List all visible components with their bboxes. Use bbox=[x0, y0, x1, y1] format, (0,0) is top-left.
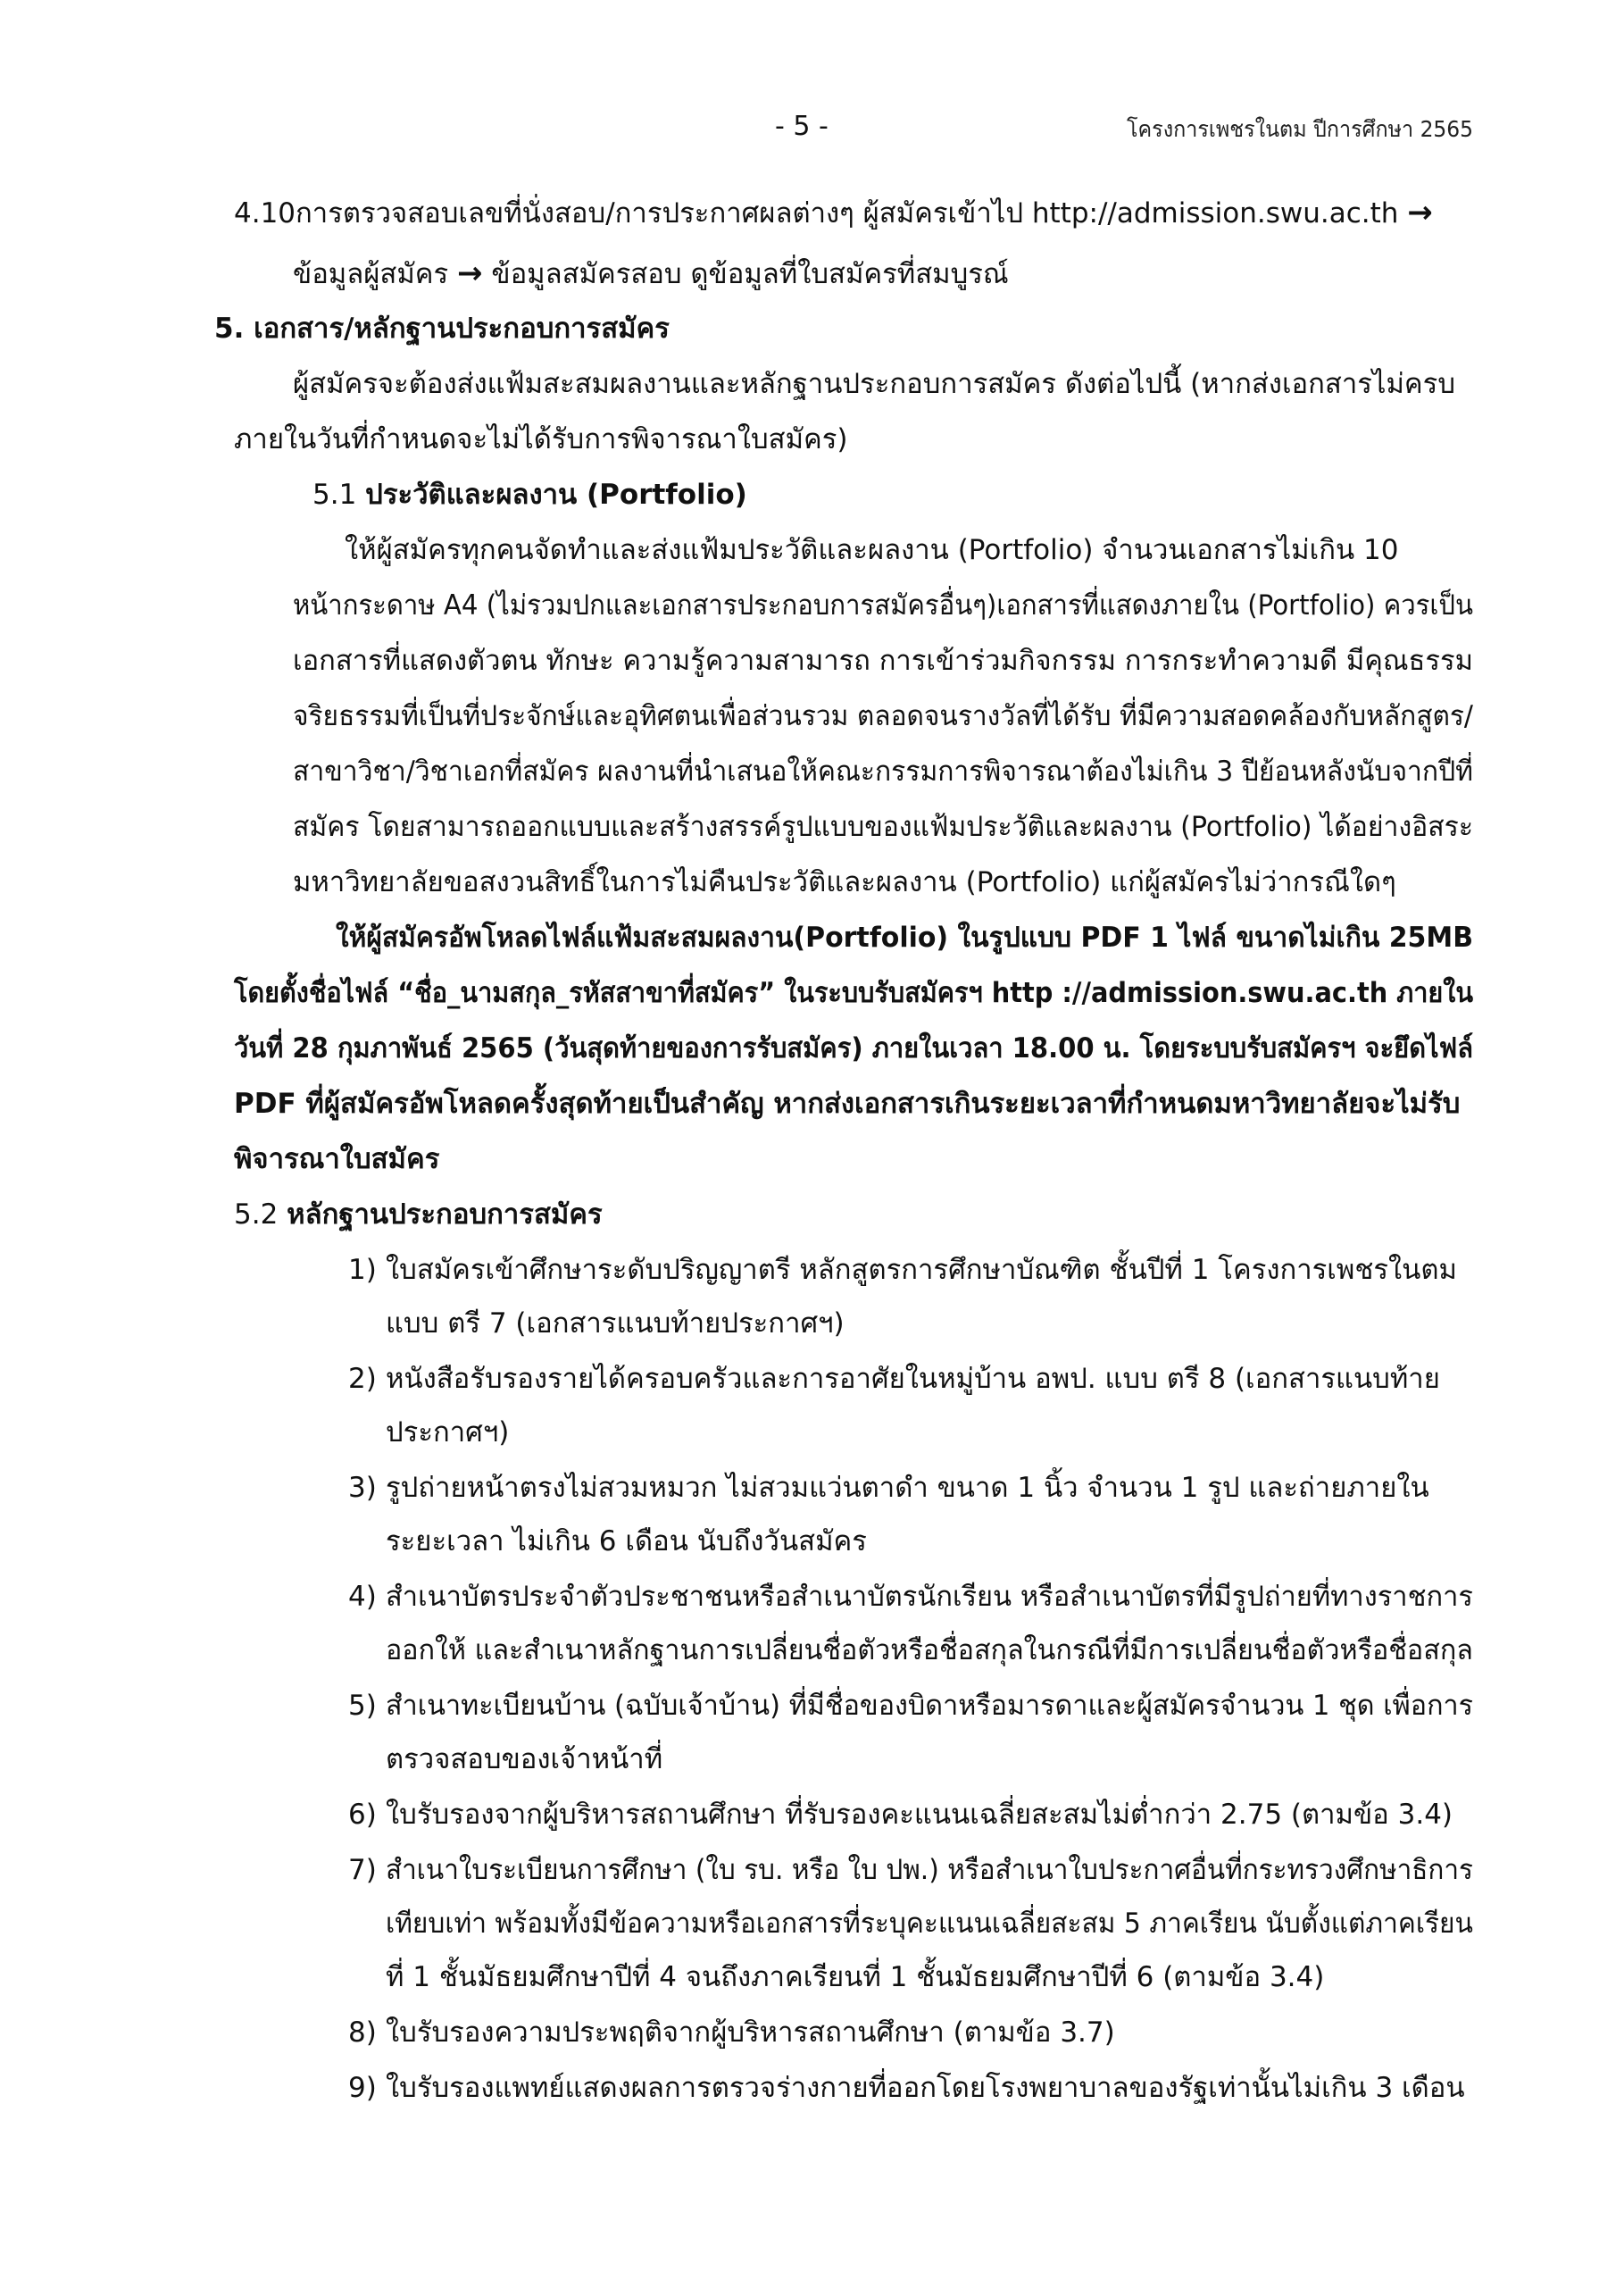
upload-instruction-line: PDF ที่ผู้สมัครอัพโหลดครั้งสุดท้ายเป็นสำคัญ หากส่งเอกสารเกินระยะเวลาที่กำหนดมหาวิทยาลัยจะไม่รับ bbox=[234, 1088, 1461, 1120]
item-4-10-line2 bbox=[293, 255, 1009, 292]
section-5-intro-line2: ภายในวันที่กำหนดจะไม่ได้รับการพิจารณาใบสมัคร) bbox=[234, 423, 848, 455]
arrow-right-icon: → bbox=[457, 255, 483, 291]
portfolio-para-line: หน้ากระดาษ A4 (ไม่รวมปกและเอกสารประกอบการสมัครอื่นๆ)เอกสารที่แสดงภายใน (Portfolio) ควรเป็น bbox=[293, 589, 1473, 622]
list-item-line: ใบรับรองความประพฤติจากผู้บริหารสถานศึกษา (ตามข้อ 3.7) bbox=[386, 2016, 1115, 2049]
list-item-line: สำเนาบัตรประจำตัวประชาชนหรือสำเนาบัตรนักเรียน หรือสำเนาบัตรที่มีรูปถ่ายที่ทางราชการ bbox=[386, 1581, 1473, 1613]
portfolio-para-line: ให้ผู้สมัครทุกคนจัดทำและส่งแฟ้มประวัติและผลงาน (Portfolio) จำนวนเอกสารไม่เกิน 10 bbox=[345, 534, 1399, 566]
portfolio-para-line: เอกสารที่แสดงตัวตน ทักษะ ความรู้ความสามารถ การเข้าร่วมกิจกรรม การกระทำความดี มีคุณธรรม bbox=[293, 645, 1474, 677]
upload-instruction-line: โดยตั้งชื่อไฟล์ “ชื่อ_นามสกุล_รหัสสาขาที่สมัคร” ในระบบรับสมัครฯ http ://admission.swu.ac.th ภายใน bbox=[234, 977, 1474, 1009]
list-item-number: 5) bbox=[348, 1690, 377, 1722]
item-4-10-part-b: ข้อมูลสมัครสอบ ดูข้อมูลที่ใบสมัครที่สมบูรณ์ bbox=[491, 258, 1009, 290]
list-item-number: 9) bbox=[348, 2072, 377, 2104]
item-4-10-number: 4.10 bbox=[234, 197, 296, 230]
item-4-10-text: การตรวจสอบเลขที่นั่งสอบ/การประกาศผลต่างๆ ผู้สมัครเข้าไป http://admission.swu.ac.th bbox=[296, 197, 1399, 230]
section-5-2-heading bbox=[234, 1197, 603, 1232]
upload-instruction-line: พิจารณาใบสมัคร bbox=[234, 1143, 440, 1175]
portfolio-para-line: จริยธรรมที่เป็นที่ประจักษ์และอุทิศตนเพื่อส่วนรวม ตลอดจนรางวัลที่ได้รับ ที่มีความสอดคล้องกับหลักสูตร/ bbox=[293, 700, 1473, 732]
list-item-number: 3) bbox=[348, 1472, 377, 1504]
list-item-number: 8) bbox=[348, 2016, 377, 2049]
list-item-line: ใบรับรองจากผู้บริหารสถานศึกษา ที่รับรองคะแนนเฉลี่ยสะสมไม่ต่ำกว่า 2.75 (ตามข้อ 3.4) bbox=[386, 1799, 1453, 1831]
section-5-heading: 5. เอกสาร/หลักฐานประกอบการสมัคร bbox=[214, 313, 670, 345]
section-5-intro-line1: ผู้สมัครจะต้องส่งแฟ้มสะสมผลงานและหลักฐานประกอบการสมัคร ดังต่อไปนี้ (หากส่งเอกสารไม่ครบ bbox=[293, 368, 1455, 400]
list-item-line: ออกให้ และสำเนาหลักฐานการเปลี่ยนชื่อตัวหรือชื่อสกุลในกรณีที่มีการเปลี่ยนชื่อตัวหรือชื่อสกุล bbox=[386, 1634, 1473, 1666]
upload-instruction-line: ให้ผู้สมัครอัพโหลดไฟล์แฟ้มสะสมผลงาน(Portfolio) ในรูปแบบ PDF 1 ไฟล์ ขนาดไม่เกิน 25MB bbox=[336, 922, 1474, 954]
list-item-line: สำเนาทะเบียนบ้าน (ฉบับเจ้าบ้าน) ที่มีชื่อของบิดาหรือมารดาและผู้สมัครจำนวน 1 ชุด เพื่อการ bbox=[386, 1690, 1474, 1722]
list-item-line: ใบสมัครเข้าศึกษาระดับปริญญาตรี หลักสูตรการศึกษาบัณฑิต ชั้นปีที่ 1 โครงการเพชรในตม bbox=[386, 1254, 1457, 1286]
list-item-line: แบบ ตรี 7 (เอกสารแนบท้ายประกาศฯ) bbox=[386, 1307, 845, 1340]
portfolio-para-line: สมัคร โดยสามารถออกแบบและสร้างสรรค์รูปแบบของแฟ้มประวัติและผลงาน (Portfolio) ได้อย่างอิสระ bbox=[293, 811, 1474, 843]
list-item-line: ระยะเวลา ไม่เกิน 6 เดือน นับถึงวันสมัคร bbox=[386, 1525, 867, 1557]
portfolio-para-line: มหาวิทยาลัยขอสงวนสิทธิ์ในการไม่คืนประวัติและผลงาน (Portfolio) แก่ผู้สมัครไม่ว่ากรณีใดๆ bbox=[293, 866, 1396, 898]
page-number: - 5 - bbox=[775, 111, 829, 142]
list-item-line: รูปถ่ายหน้าตรงไม่สวมหมวก ไม่สวมแว่นตาดำ ขนาด 1 นิ้ว จำนวน 1 รูป และถ่ายภายใน bbox=[386, 1472, 1429, 1504]
section-5-2-title: หลักฐานประกอบการสมัคร bbox=[287, 1198, 603, 1231]
item-4-10-line1 bbox=[234, 195, 1433, 231]
list-item-number: 7) bbox=[348, 1854, 377, 1886]
list-item-line: สำเนาใบระเบียนการศึกษา (ใบ รบ. หรือ ใบ ปพ.) หรือสำเนาใบประกาศอื่นที่กระทรวงศึกษาธิการ bbox=[386, 1854, 1473, 1886]
list-item-line: ที่ 1 ชั้นมัธยมศึกษาปีที่ 4 จนถึงภาคเรียนที่ 1 ชั้นมัธยมศึกษาปีที่ 6 (ตามข้อ 3.4) bbox=[386, 1961, 1325, 1993]
portfolio-para-line: สาขาวิชา/วิชาเอกที่สมัคร ผลงานที่นำเสนอให้คณะกรรมการพิจารณาต้องไม่เกิน 3 ปีย้อนหลังนับจากปีที่ bbox=[293, 756, 1473, 788]
section-5-1-heading bbox=[312, 477, 747, 513]
list-item-line: หนังสือรับรองรายได้ครอบครัวและการอาศัยในหมู่บ้าน อพป. แบบ ตรี 8 (เอกสารแนบท้าย bbox=[386, 1363, 1440, 1395]
list-item-line: ประกาศฯ) bbox=[386, 1416, 510, 1449]
section-5-1-number: 5.1 bbox=[312, 479, 357, 511]
list-item-number: 6) bbox=[348, 1799, 377, 1831]
arrow-right-icon: → bbox=[1407, 195, 1433, 230]
list-item-number: 2) bbox=[348, 1363, 377, 1395]
item-4-10-part-a: ข้อมูลผู้สมัคร bbox=[293, 258, 449, 290]
list-item-number: 4) bbox=[348, 1581, 377, 1613]
running-title: โครงการเพชรในตม ปีการศึกษา 2565 bbox=[1127, 116, 1474, 142]
upload-instruction-line: วันที่ 28 กุมภาพันธ์ 2565 (วันสุดท้ายของการรับสมัคร) ภายในเวลา 18.00 น. โดยระบบรับสมัครฯ จะยึดไฟล์ bbox=[234, 1032, 1474, 1065]
list-item-line: เทียบเท่า พร้อมทั้งมีข้อความหรือเอกสารที่ระบุคะแนนเฉลี่ยสะสม 5 ภาคเรียน นับตั้งแต่ภาคเรียน bbox=[386, 1908, 1473, 1940]
list-item-number: 1) bbox=[348, 1254, 377, 1286]
section-5-2-number: 5.2 bbox=[234, 1198, 279, 1231]
section-5-1-title: ประวัติและผลงาน (Portfolio) bbox=[365, 479, 747, 511]
list-item-line: ตรวจสอบของเจ้าหน้าที่ bbox=[386, 1743, 663, 1775]
list-item-line: ใบรับรองแพทย์แสดงผลการตรวจร่างกายที่ออกโดยโรงพยาบาลของรัฐเท่านั้นไม่เกิน 3 เดือน bbox=[386, 2072, 1465, 2104]
